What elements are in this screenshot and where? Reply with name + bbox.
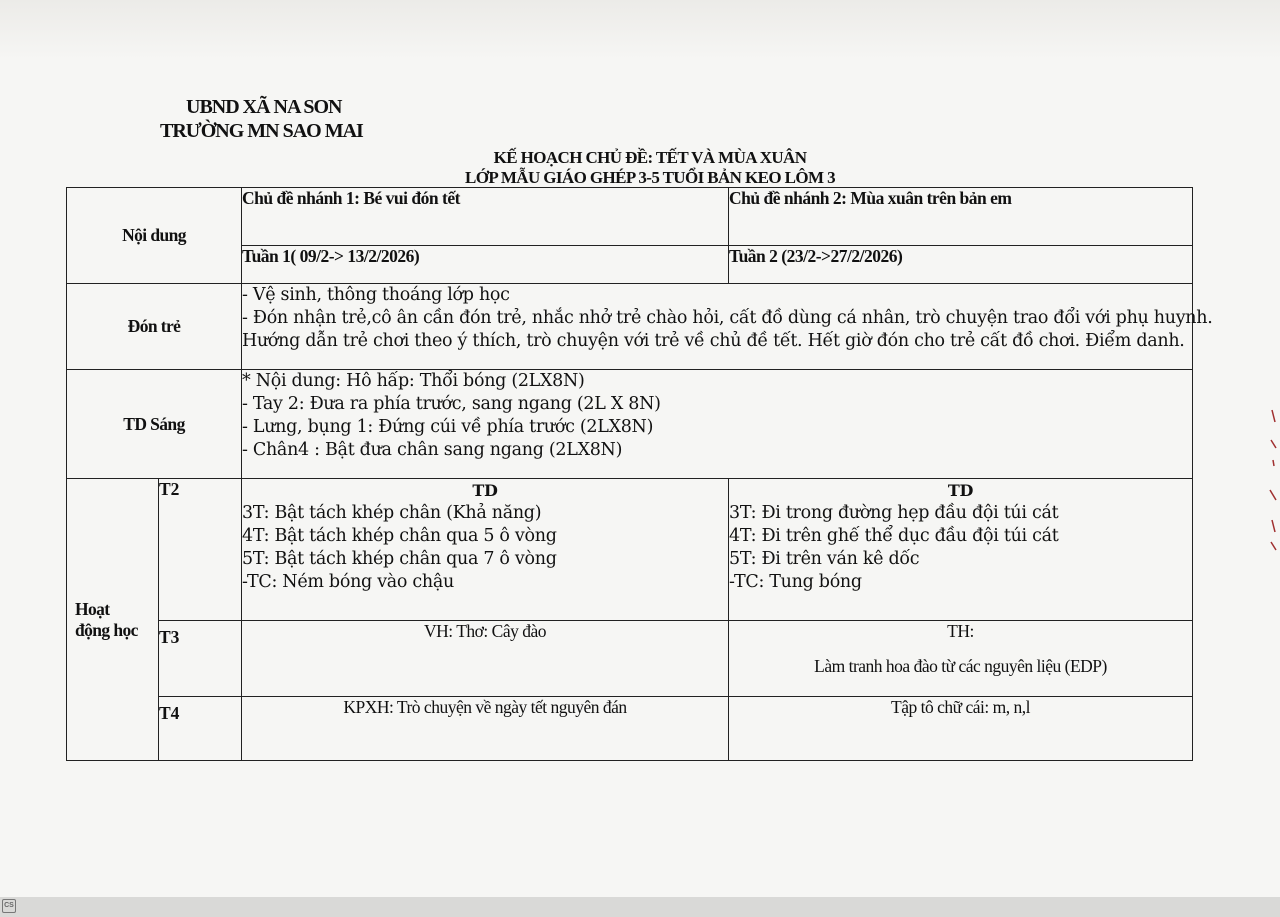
t3-week1-activity: VH: Thơ: Cây đào bbox=[424, 620, 546, 641]
morning-exercise-label: TD Sáng bbox=[123, 413, 185, 434]
branch1-header: Chủ đề nhánh 1: Bé vui đón tết bbox=[242, 188, 729, 246]
welcome-line: Hướng dẫn trẻ chơi theo ý thích, trò chuyện với trẻ về chủ đề tết. Hết giờ đón cho trẻ cất đồ chơi. Điểm danh. bbox=[242, 330, 1185, 351]
activity-line: 4T: Đi trên ghế thể dục đầu đội túi cát bbox=[729, 526, 1059, 546]
welcome-line: - Vệ sinh, thông thoáng lớp học bbox=[242, 284, 510, 305]
plan-title: KẾ HOẠCH CHỦ ĐỀ: TẾT VÀ MÙA XUÂN bbox=[493, 148, 807, 167]
welcome-line: - Đón nhận trẻ,cô ân cần đón trẻ, nhắc nhở trẻ chào hỏi, cất đồ dùng cá nhân, trò chuyện trao đổi với phụ huynh. bbox=[242, 307, 1213, 328]
scanner-watermark bbox=[2, 899, 16, 913]
morning-exercise-content bbox=[242, 370, 1193, 479]
week1-header: Tuần 1( 09/2-> 13/2/2026) bbox=[242, 246, 729, 283]
t2-week2-cell bbox=[729, 479, 1193, 621]
exercise-line: - Chân4 : Bật đưa chân sang ngang (2LX8N) bbox=[242, 440, 623, 461]
day-t2-label: T2 bbox=[159, 479, 242, 621]
activity-line: -TC: Ném bóng vào chậu bbox=[242, 572, 455, 592]
scanner-footer-strip bbox=[0, 897, 1280, 917]
t3-week2-cell bbox=[729, 620, 1193, 696]
learning-activity-label-cell bbox=[67, 479, 159, 761]
t4-week2-activity: Tập tô chữ cái: m, n,l bbox=[891, 696, 1030, 717]
learning-activity-label-1: Hoạt bbox=[75, 598, 110, 619]
camscanner-logo-icon: CS bbox=[2, 899, 16, 913]
welcome-label: Đón trẻ bbox=[127, 315, 181, 336]
activity-line: 5T: Bật tách khép chân qua 7 ô vòng bbox=[242, 549, 557, 569]
activity-line: 4T: Bật tách khép chân qua 5 ô vòng bbox=[242, 526, 557, 546]
branch2-header: Chủ đề nhánh 2: Mùa xuân trên bản em bbox=[729, 188, 1193, 246]
t3-week1-cell bbox=[242, 620, 729, 696]
welcome-content bbox=[242, 283, 1213, 370]
t2-week1-heading: TD bbox=[472, 481, 498, 500]
exercise-line: - Lưng, bụng 1: Đứng cúi về phía trước (2LX8N) bbox=[242, 417, 654, 438]
scan-shadow bbox=[0, 0, 1280, 60]
t4-week1-activity: KPXH: Trò chuyện về ngày tết nguyên đán bbox=[343, 696, 627, 717]
activity-line: 5T: Đi trên ván kê dốc bbox=[729, 549, 920, 569]
t4-week1-cell bbox=[242, 696, 729, 761]
plan-table bbox=[66, 187, 1213, 761]
content-label: Nội dung bbox=[122, 224, 186, 245]
t2-week2-heading: TD bbox=[947, 481, 974, 500]
t3-week2-heading: TH: bbox=[947, 620, 974, 641]
day-t3-label: T3 bbox=[159, 620, 242, 696]
content-header-cell bbox=[67, 188, 242, 284]
edge-ink-mark bbox=[1266, 400, 1280, 560]
morning-exercise-label-cell bbox=[67, 370, 242, 479]
welcome-label-cell bbox=[67, 283, 242, 370]
class-title: LỚP MẪU GIÁO GHÉP 3-5 TUỔI BẢN KEO LÔM 3 bbox=[464, 168, 836, 187]
t3-week2-activity: Làm tranh hoa đào từ các nguyên liệu (EDP) bbox=[814, 655, 1107, 676]
activity-line: -TC: Tung bóng bbox=[729, 572, 862, 592]
t2-week1-cell bbox=[242, 479, 729, 621]
activity-line: 3T: Đi trong đường hẹp đầu đội túi cát bbox=[729, 503, 1059, 523]
day-t4-label: T4 bbox=[159, 696, 242, 761]
learning-activity-label-2: động học bbox=[75, 619, 138, 640]
district-name: UBND XÃ NA SON bbox=[186, 96, 342, 118]
activity-line: 3T: Bật tách khép chân (Khả năng) bbox=[242, 503, 542, 523]
exercise-line: - Tay 2: Đưa ra phía trước, sang ngang (2L X 8N) bbox=[242, 394, 661, 415]
exercise-line: * Nội dung: Hô hấp: Thổi bóng (2LX8N) bbox=[242, 371, 585, 392]
week2-header: Tuần 2 (23/2->27/2/2026) bbox=[729, 246, 1193, 283]
t4-week2-cell bbox=[729, 696, 1193, 761]
school-name: TRƯỜNG MN SAO MAI bbox=[160, 120, 363, 142]
